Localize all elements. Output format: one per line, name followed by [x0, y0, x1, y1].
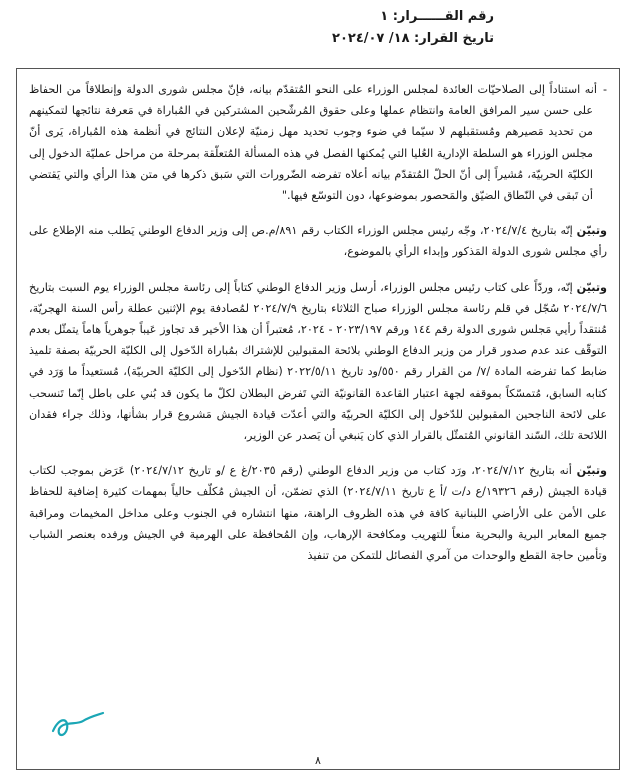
decision-number: رقم القــــــرار: ١: [380, 9, 494, 24]
paragraph-1: [29, 79, 607, 206]
page-number: ٨: [315, 754, 321, 767]
paragraph-4-text: أنه بتاريخ ٢٠٢٤/٧/١٢، ورَد كتاب من وزير الدفاع الوطني (رقم ٢٠٣٥/غ ع /و تاريخ ٢٠٢٤/٧/١٢) عَرَض بموجب لكتاب قيادة الجيش (رقم ١٩٣٢٦/ع د/ت /أ ع تاريخ ٢٠٢٤/٧/١١) الذي تضمّن، أن الجيش مُكلّف حالياً بمهمات كثيرة إضافية للحفاظ على الأمن على الأراضي اللبنانية كافة في هذه الظروف الراهنة، منها انتشاره في الجنوب وعلى مداخل المخيمات ومراقبة جميع المعابر البرية والبحرية منعاً للتهريب ومكافحة الإرهاب، وإن المُحافظة على الهرمية في الجيش ورفده بعنصر الشباب وتأمين حاجة القطع والوحدات من آمري الفصائل للتمكن من تنفيذ: [29, 464, 608, 563]
paragraph-2: [29, 220, 607, 262]
signature-stroke: [53, 713, 103, 735]
paragraph-4-lead: وتبيّن: [576, 464, 608, 478]
list-dash: -: [602, 83, 607, 96]
paragraph-1-text: أنه استناداً إلى الصلاحيّات العائدة لمجلس الوزراء على النحو المُتقدّم بيانه، فإنّ مجلس شورى الدولة وإنطلاقاً من الحفاظ على حسن سير المرافق العامة وانتظام عملها وعلى حقوق المُرشّحين المشتركين في المُباراة في مَعرفة نتائجها لتمكينهم من تحديد مَصيرهم ومُستقبلهم لا سيّما في ضوء وجوب تحديد مهل زمنيّة لإعلان النتائج في أنظمة هذه المُباراة، يَرى أنّ مجلس الوزراء هو السلطة الإدارية العُليا التي يُمكنها الفصل في هذه المسألة المُتعلّقة بمرحلة من مراحل عمليّة الدخول إلى الكليّة الحربيّة، مُشيراً إلى أنّ الحلّ المُتقدّم بيانه أعلاه تفرضه الضّرورات التي سَبق ذكرها في متن هذا الرأي والتي يَقتضي أن تَبقى في النّطاق الضيّق والمَحصور بموضوعها، دون التوسّع فيها.": [29, 83, 597, 203]
decision-date: تاريخ القرار: ١٨/ ٢٠٢٤/٠٧: [332, 31, 494, 46]
paragraph-3-lead: وتبيّن: [576, 280, 607, 294]
decision-header: [194, 6, 494, 50]
paragraph-4: [29, 460, 607, 566]
paragraph-3-text: إنّه، وردّاً على كتاب رئيس مجلس الوزراء، أرسل وزير الدفاع الوطني كتاباً إلى رئاسة مجلس الوزراء يوم السبت بتاريخ ٢٠٢٤/٧/٦ سُجّل في قلم رئاسة مجلس الوزراء صباح الثلاثاء بتاريخ ٢٠٢٤/٧/٩ لمُصادفة يوم الإثنين عطلة رأس السنة الهجريّة، مُنتقداً رأيي مَجلس شورى الدولة رقم ١٤٤ ورقم ٢٠٢٣/١٩٧ - ٢٠٢٤، مُعتبراً أن هذا الأخير قد تجاوز عَيباً جوهرياً هاماً يتمثّل بعدم التوقّف عند عدم صدور قرار من وزير الدفاع الوطني بلائحة المقبولين للإشتراك بمُباراة الدّخول إلى الكليّة الحربيّة بصفة تلميذ ضابط كما تفرضه المادة /٧/ من القرار رقم ٥٥٠/ود تاريخ ٢٠٢٢/٥/١١ (نظام الدّخول إلى الكليّة الحربيّة)، مُستعيداً ما وَرَد في كتابه السابق، مُتمسّكاً بموقفه لجهة اعتبار القاعدة القانونيّة التي تَفرض البطلان لكلّ ما يكون قد بُني على باطل إنّما تَنسحب على لائحة الناجحين المقبولين للدّخول إلى الكليّة الحربيّة والتي أعدّت قيادة الجيش مَشروع قرار بشأنها، وذلك جراء فقدان اللائحة تلك، السّند القانوني المُتمثّل بالقرار الذي كان يَنبغي أن يَصدر عن الوزير،: [29, 280, 608, 443]
paragraph-2-lead: وتبيّن: [576, 224, 607, 238]
paragraph-2-text: إنّه بتاريخ ٢٠٢٤/٧/٤، وجّه رئيس مجلس الوزراء الكتاب رقم ٨٩١/م.ص إلى وزير الدفاع الوطني يَطلب منه الإطلاع على رأي مجلس شورى الدولة المَذكور وإبداء الرأي بالموضوع،: [29, 224, 607, 259]
paragraph-3: [29, 277, 607, 447]
document-body-frame: [16, 68, 620, 770]
signature-mark: [47, 703, 107, 743]
